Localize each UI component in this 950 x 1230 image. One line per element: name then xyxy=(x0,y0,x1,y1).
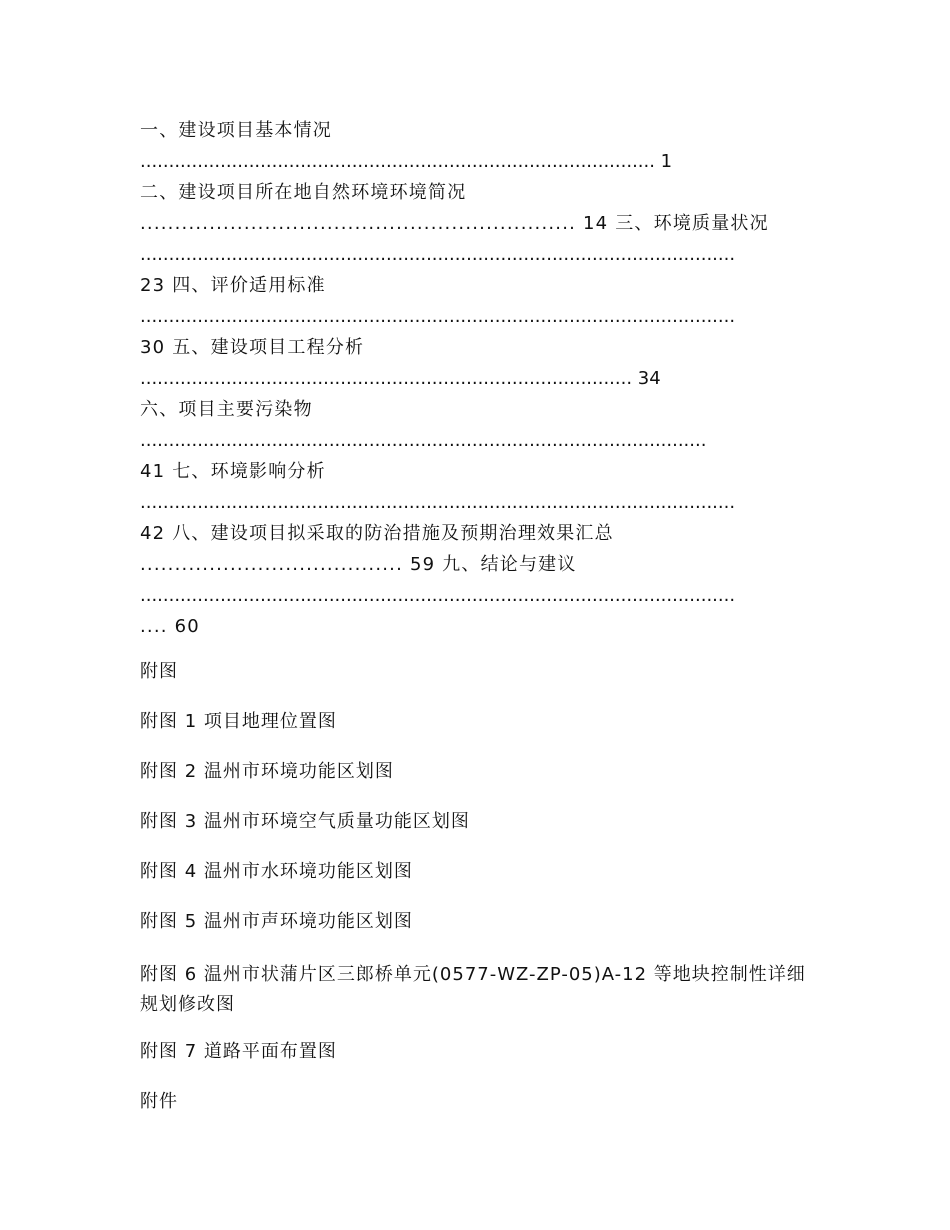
appendix-item: 附图 3 温州市环境空气质量功能区划图 xyxy=(140,811,470,832)
toc-line: 二、建设项目所在地自然环境环境简况 xyxy=(140,182,467,203)
toc-line: ................................................................................................... xyxy=(140,430,707,451)
toc-line: 23 四、评价适用标准 xyxy=(140,275,326,296)
appendix-item: 附图 7 道路平面布置图 xyxy=(140,1041,337,1062)
toc-line: 41 七、环境影响分析 xyxy=(140,461,326,482)
toc-line: ........................................................................................................ xyxy=(140,492,736,513)
toc-line: ........................................................................................................ xyxy=(140,306,736,327)
attachments-heading: 附件 xyxy=(140,1091,178,1112)
toc-line: 42 八、建设项目拟采取的防治措施及预期治理效果汇总 xyxy=(140,523,614,544)
appendix-list xyxy=(140,660,820,1140)
appendix-item: 附图 2 温州市环境功能区划图 xyxy=(140,761,394,782)
toc-line: .......................................................................................... 1 xyxy=(140,151,673,172)
table-of-contents xyxy=(140,115,805,642)
toc-line: 一、建设项目基本情况 xyxy=(140,120,332,141)
appendix-heading: 附图 xyxy=(140,661,178,682)
appendix-item: 附图 4 温州市水环境功能区划图 xyxy=(140,861,413,882)
toc-line: ............................................................... 14 三、环境质量状况 xyxy=(140,213,769,234)
appendix-item: 附图 6 温州市状蒲片区三郎桥单元(0577-WZ-ZP-05)A-12 等地块控制性详细规划修改图 xyxy=(140,964,806,1015)
toc-line: 30 五、建设项目工程分析 xyxy=(140,337,365,358)
toc-line: 六、项目主要污染物 xyxy=(140,399,313,420)
appendix-item: 附图 1 项目地理位置图 xyxy=(140,711,337,732)
toc-line: .... 60 xyxy=(140,616,200,637)
toc-line: ........................................................................................................ xyxy=(140,244,736,265)
toc-line: ...................................................................................... 34 xyxy=(140,368,661,389)
toc-line: ........................................................................................................ xyxy=(140,585,736,606)
toc-line: ...................................... 59 九、结论与建议 xyxy=(140,554,577,575)
appendix-item: 附图 5 温州市声环境功能区划图 xyxy=(140,911,413,932)
